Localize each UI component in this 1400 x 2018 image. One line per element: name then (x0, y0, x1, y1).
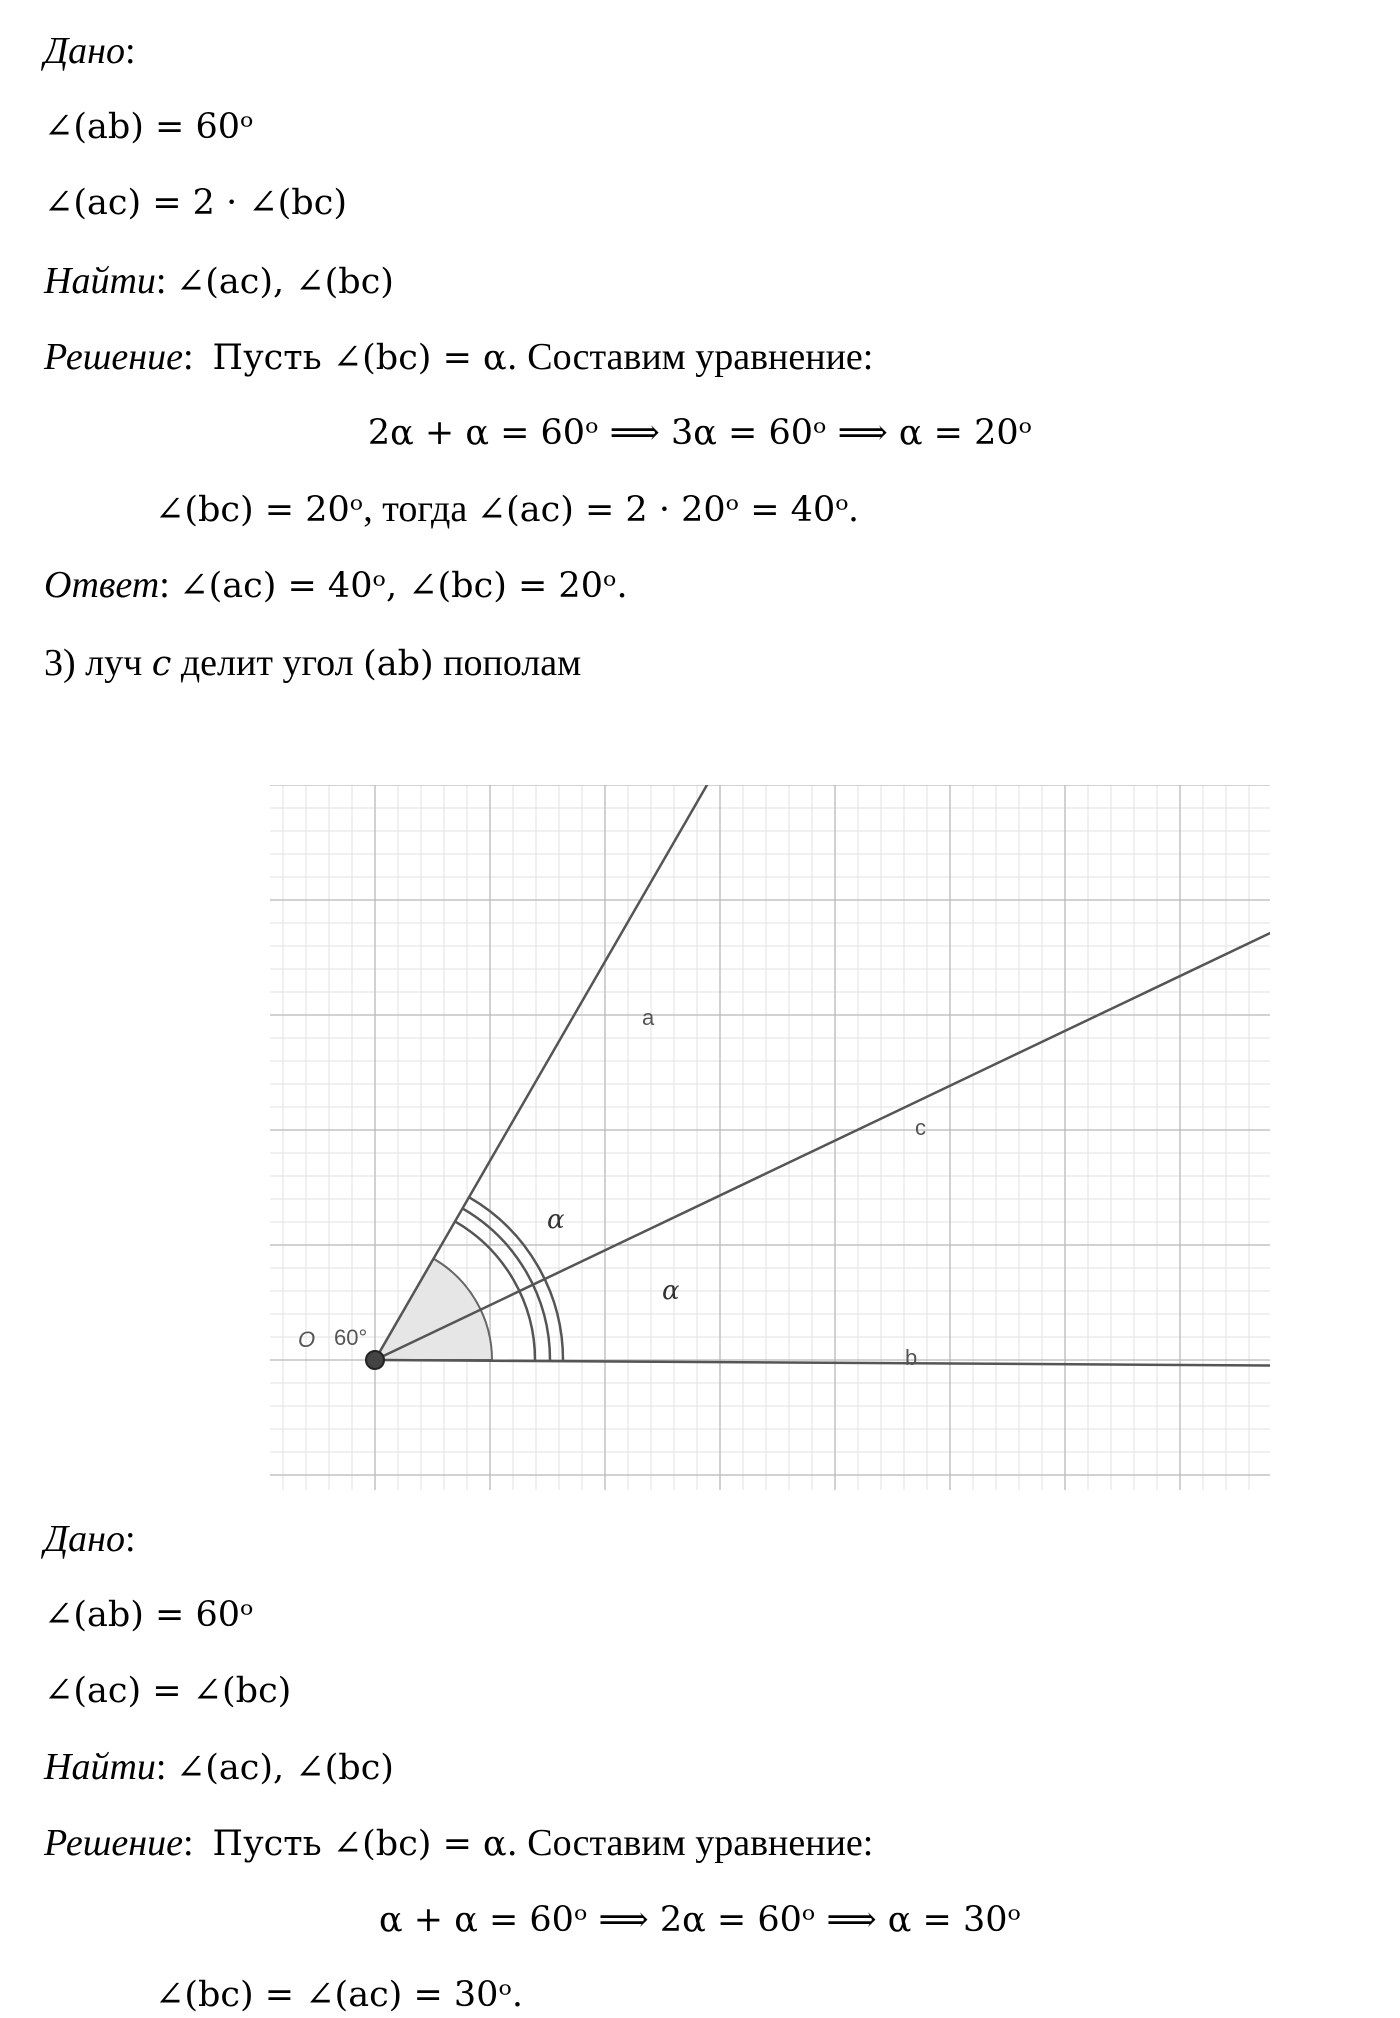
vertex-point (366, 1351, 384, 1369)
given-heading-2: Дано: (44, 1518, 136, 1560)
angle-ab-sector (375, 1259, 492, 1360)
alpha-label-upper: α (547, 1205, 565, 1235)
ray-a-label: a (642, 1005, 655, 1030)
alpha-label-lower: α (662, 1276, 680, 1306)
ray-b (375, 1360, 1270, 1367)
find-line-1: Найти: ∠(ac), ∠(bc) (44, 260, 394, 302)
given-relation-1: ∠(ac) = 2 · ∠(bc) (44, 183, 347, 223)
equation-1: 2α + α = 60ᵒ ⟹ 3α = 60ᵒ ⟹ α = 20ᵒ (367, 413, 1033, 453)
ray-a (375, 785, 950, 1360)
equation-2: α + α = 60ᵒ ⟹ 2α = 60ᵒ ⟹ α = 30ᵒ (378, 1900, 1022, 1940)
angle-60-label: 60° (334, 1325, 368, 1350)
find-line-2: Найти: ∠(ac), ∠(bc) (44, 1746, 394, 1788)
result-line-2: ∠(bc) = ∠(ac) = 30ᵒ. (155, 1975, 524, 2015)
answer-line-1: Ответ: ∠(ac) = 40ᵒ, ∠(bc) = 20ᵒ. (44, 564, 628, 606)
vertex-label: O (298, 1327, 316, 1352)
result-line-1: ∠(bc) = 20ᵒ, тогда ∠(ac) = 2 · 20ᵒ = 40ᵒ. (155, 488, 859, 530)
angle-figure (270, 785, 1270, 1490)
ray-c-label: c (915, 1115, 926, 1140)
given-angle-ab-1: ∠(ab) = 60ᵒ (44, 107, 254, 147)
part3-heading: 3) луч c делит угол (ab) пополам (44, 642, 582, 684)
solution-line-2: Решение: Пусть ∠(bc) = α. Составим уравнение: (44, 1822, 874, 1864)
given-angle-ab-2: ∠(ab) = 60ᵒ (44, 1595, 254, 1635)
given-relation-2: ∠(ac) = ∠(bc) (44, 1671, 292, 1711)
grid (270, 785, 1270, 1490)
ray-c (375, 865, 1270, 1360)
angle-diagram (270, 785, 1270, 1490)
solution-line-1: Решение: Пусть ∠(bc) = α. Составим уравнение: (44, 336, 874, 378)
given-heading-1: Дано: (44, 30, 136, 72)
ray-b-label: b (905, 1345, 918, 1370)
